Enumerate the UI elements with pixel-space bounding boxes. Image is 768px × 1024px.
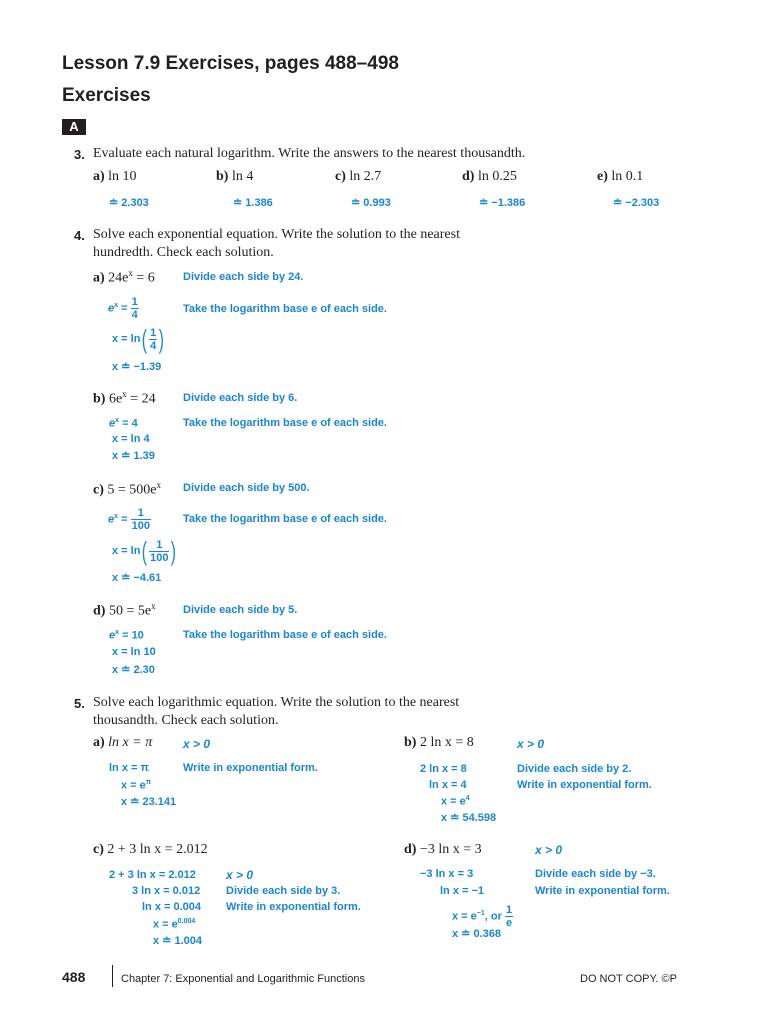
question-prompt-line2: thousandth. Check each solution. bbox=[93, 713, 279, 728]
question-prompt: Evaluate each natural logarithm. Write the answers to the nearest thousandth. bbox=[93, 146, 526, 161]
step-line: $e^x$ = $\frac{1}{4}$ bbox=[108, 296, 138, 321]
step-note: Divide each side by 2. bbox=[517, 763, 632, 775]
answer-a: ≐ 2.303 bbox=[109, 197, 149, 209]
part-b bbox=[216, 169, 253, 185]
part-a-equation: a) ln x = π bbox=[93, 735, 153, 750]
step-note: Divide each side by 500. bbox=[183, 482, 310, 494]
part-label: c) bbox=[335, 169, 346, 184]
step-line: $x = e^\pi$ bbox=[121, 779, 152, 792]
part-label: d) bbox=[462, 169, 475, 184]
step-note: Write in exponential form. bbox=[535, 885, 670, 897]
step-line: $e^x$ = $\frac{1}{100}$ bbox=[108, 507, 150, 532]
part-c bbox=[335, 169, 381, 185]
result-line: x ≐ 23.141 bbox=[121, 796, 177, 808]
footer-divider bbox=[112, 965, 113, 987]
step-note: Write in exponential form. bbox=[226, 901, 361, 913]
page-number: 488 bbox=[62, 969, 86, 985]
copyright-notice: DO NOT COPY. ©P bbox=[580, 973, 677, 985]
part-expression: ln 0.25 bbox=[477, 169, 517, 184]
result-line: x ≐ −4.61 bbox=[112, 572, 162, 584]
part-a bbox=[93, 169, 137, 185]
part-label: a) bbox=[93, 169, 105, 184]
result-line: x ≐ 1.39 bbox=[112, 450, 155, 462]
answer-c: ≐ 0.993 bbox=[351, 197, 391, 209]
part-expression: ln 2.7 bbox=[349, 169, 382, 184]
step-line: $e^x = 10$ bbox=[109, 629, 144, 642]
domain-condition: x > 0 bbox=[183, 737, 211, 751]
step-note: Take the logarithm base e of each side. bbox=[183, 629, 387, 641]
step-line: x = ln( $\frac{1}{4}$ ) bbox=[112, 324, 165, 354]
question-prompt-line2: hundredth. Check each solution. bbox=[93, 245, 274, 260]
step-line: ln x = 4 bbox=[429, 779, 467, 791]
part-d-equation: d) $50 = 5e^x$ bbox=[93, 601, 156, 619]
step-line: $x = e^{0.004}$ bbox=[153, 918, 196, 931]
lesson-title: Lesson 7.9 Exercises, pages 488–498 bbox=[62, 53, 399, 74]
part-c-equation: c) 2 + 3 ln x = 2.012 bbox=[93, 842, 208, 857]
question-number: 5. bbox=[74, 696, 85, 711]
result-line: x ≐ 1.004 bbox=[153, 935, 202, 947]
result-line: x ≐ 0.368 bbox=[452, 928, 501, 940]
part-d-equation: d) −3 ln x = 3 bbox=[404, 842, 482, 857]
answer-b: ≐ 1.386 bbox=[233, 197, 273, 209]
step-note: Write in exponential form. bbox=[183, 762, 318, 774]
domain-condition: x > 0 bbox=[226, 868, 254, 882]
question-prompt: Solve each logarithmic equation. Write the solution to the nearest bbox=[93, 695, 460, 710]
step-line: 2 + 3 ln x = 2.012 bbox=[109, 869, 196, 881]
section-badge: A bbox=[62, 119, 86, 135]
step-line: 2 ln x = 8 bbox=[420, 763, 467, 775]
step-note: Take the logarithm base e of each side. bbox=[183, 303, 387, 315]
answer-e: ≐ −2.303 bbox=[613, 197, 660, 209]
step-line: x = ln( $\frac{1}{100}$ ) bbox=[112, 536, 177, 566]
domain-condition: x > 0 bbox=[517, 737, 545, 751]
section-title: Exercises bbox=[62, 85, 151, 106]
step-note: Divide each side by 24. bbox=[183, 271, 304, 283]
part-label: e) bbox=[597, 169, 608, 184]
domain-condition: x > 0 bbox=[535, 843, 563, 857]
step-note: Divide each side by 5. bbox=[183, 604, 298, 616]
step-note: Take the logarithm base e of each side. bbox=[183, 513, 387, 525]
step-line: ln x = 0.004 bbox=[142, 901, 202, 913]
step-line: $e^x = 4$ bbox=[109, 417, 138, 430]
question-number: 3. bbox=[74, 147, 85, 162]
step-line: $x = e^{-1}$, or $\frac{1}{e}$ bbox=[452, 904, 513, 929]
part-b-equation: b) 2 ln x = 8 bbox=[404, 735, 474, 750]
step-note: Divide each side by 6. bbox=[183, 392, 298, 404]
step-note: Take the logarithm base e of each side. bbox=[183, 417, 387, 429]
result-line: x ≐ 2.30 bbox=[112, 664, 155, 676]
part-expression: ln 0.1 bbox=[611, 169, 644, 184]
step-line: 3 ln x = 0.012 bbox=[132, 885, 201, 897]
part-b-equation: b) $6e^x = 24$ bbox=[93, 389, 156, 407]
step-note: Divide each side by 3. bbox=[226, 885, 341, 897]
step-line: ln x = −1 bbox=[440, 885, 485, 897]
result-line: x ≐ −1.39 bbox=[112, 361, 162, 373]
step-line: $x = e^4$ bbox=[441, 795, 470, 808]
question-number: 4. bbox=[74, 228, 85, 243]
question-prompt: Solve each exponential equation. Write the solution to the nearest bbox=[93, 227, 460, 242]
part-d bbox=[462, 169, 517, 185]
step-note: Divide each side by −3. bbox=[535, 868, 656, 880]
part-expression: ln 4 bbox=[231, 169, 254, 184]
part-a-equation: a) $24e^x = 6$ bbox=[93, 268, 155, 286]
result-line: x ≐ 54.598 bbox=[441, 812, 497, 824]
step-line: ln x = π bbox=[109, 762, 149, 774]
step-line: x = ln 4 bbox=[112, 433, 150, 445]
part-label: b) bbox=[216, 169, 229, 184]
part-c-equation: c) $5 = 500e^x$ bbox=[93, 480, 161, 498]
step-note: Write in exponential form. bbox=[517, 779, 652, 791]
chapter-title: Chapter 7: Exponential and Logarithmic Functions bbox=[121, 973, 365, 985]
answer-d: ≐ −1.386 bbox=[479, 197, 526, 209]
step-line: −3 ln x = 3 bbox=[420, 868, 474, 880]
part-expression: ln 10 bbox=[108, 169, 137, 184]
step-line: x = ln 10 bbox=[112, 646, 156, 658]
part-e bbox=[597, 169, 643, 185]
